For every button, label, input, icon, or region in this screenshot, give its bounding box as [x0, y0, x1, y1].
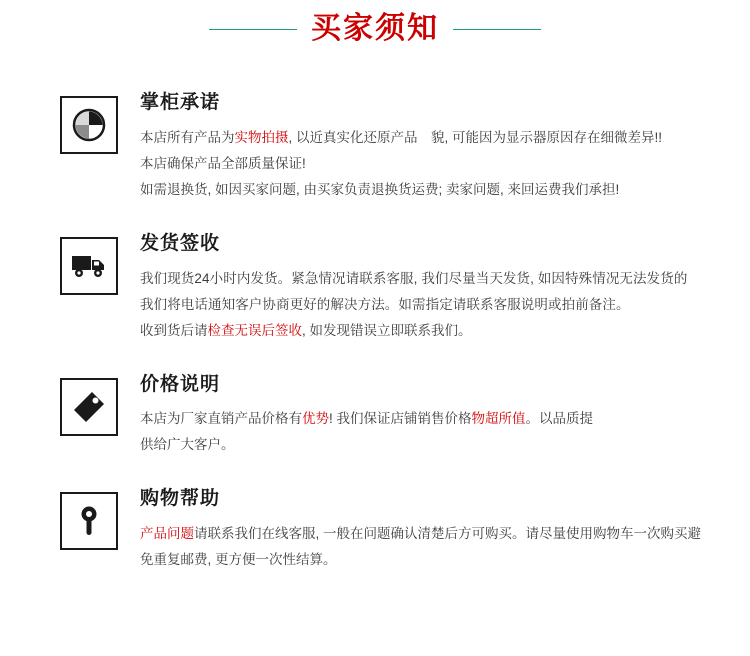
section-line: 本店所有产品为实物拍摄, 以近真实化还原产品 貌, 可能因为显示器原因存在细微差异!!: [140, 129, 663, 145]
delivery-truck-icon: [60, 237, 118, 295]
header-rule-right: [453, 29, 541, 30]
page-header: [0, 0, 750, 50]
section-lines: [140, 406, 714, 458]
notice-section: [60, 92, 714, 203]
section-line: 免重复邮费, 更方便一次性结算。: [140, 552, 337, 568]
section-lines: [140, 521, 714, 573]
section-lines: [140, 266, 714, 344]
color-wheel-icon: [60, 96, 118, 154]
section-lines: [140, 125, 714, 203]
section-title: 发货签收: [140, 232, 221, 254]
notice-section: [60, 233, 714, 344]
section-body: [140, 488, 714, 573]
section-line: 本店确保产品全部质量保证!: [140, 155, 306, 171]
section-line: 收到货后请检查无误后签收, 如发现错误立即联系我们。: [140, 322, 472, 338]
section-body: [140, 233, 714, 344]
section-line: 供给广大客户。: [140, 437, 235, 453]
section-title: 价格说明: [140, 373, 221, 395]
section-title: 购物帮助: [140, 488, 221, 510]
section-line: 我们现货24小时内发货。紧急情况请联系客服, 我们尽量当天发货, 如因特殊情况无法发货的: [140, 270, 688, 286]
section-title: 掌柜承诺: [140, 92, 221, 113]
price-tag-icon: [60, 378, 118, 436]
notice-sections: [0, 92, 750, 573]
section-line: 我们将电话通知客户协商更好的解决方法。如需指定请联系客服说明或拍前备注。: [140, 296, 630, 312]
section-body: [140, 374, 714, 459]
section-line: 本店为厂家直销产品价格有优势! 我们保证店铺销售价格物超所值。以品质提: [140, 411, 594, 427]
page-title: 买家须知: [311, 12, 439, 45]
section-body: [140, 92, 714, 203]
section-line: 产品问题请联系我们在线客服, 一般在问题确认清楚后方可购买。请尽量使用购物车一次购买避: [140, 526, 702, 542]
notice-section: [60, 374, 714, 459]
notice-section: [60, 488, 714, 573]
header-rule-left: [209, 29, 297, 30]
key-icon: [60, 492, 118, 550]
section-line: 如需退换货, 如因买家问题, 由买家负责退换货运费; 卖家问题, 来回运费我们承担!: [140, 181, 620, 197]
